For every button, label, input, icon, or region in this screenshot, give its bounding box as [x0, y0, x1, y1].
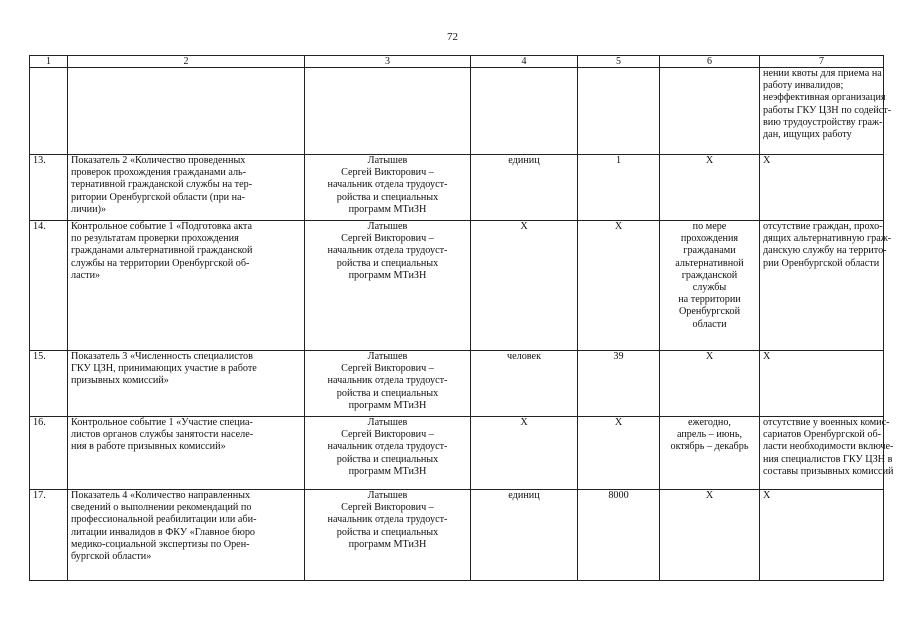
indicator-name-cell-line: бургской области» [71, 551, 152, 563]
responsible-cell-line: начальник отдела трудоуст- [327, 441, 448, 453]
risk-cell-line: вию трудоустройству граж- [763, 116, 883, 128]
responsible-cell-line: ройства и специальных [336, 387, 439, 399]
value-cell: 39 [578, 351, 660, 417]
indicator-name-cell-line: ГКУ ЦЗН, принимающих участие в работе [71, 363, 257, 375]
risk-cell-line: работы ГКУ ЦЗН по содейст- [763, 104, 892, 116]
responsible-cell [305, 490, 471, 581]
unit-cell: Х [471, 417, 578, 490]
risk-cell [760, 221, 892, 351]
indicator-name-cell [68, 68, 305, 155]
risk-cell [760, 417, 894, 490]
term-cell-line: апрель – июнь, [676, 429, 743, 441]
table-row [30, 351, 884, 417]
responsible-cell [305, 351, 471, 417]
term-cell-line: по мере [692, 221, 727, 232]
responsible-cell [305, 68, 471, 155]
responsible-cell-line: ройства и специальных [336, 453, 439, 465]
risk-cell-line: Х [763, 490, 771, 501]
term-cell-line: прохождения [680, 233, 739, 245]
unit-cell: единиц [471, 490, 578, 581]
term-cell-line: ежегодно, [688, 417, 731, 428]
term-cell-line: гражданской [681, 269, 738, 281]
risk-cell-line: составы призывных комиссий [763, 465, 894, 477]
term-cell-line: Х [705, 155, 714, 166]
term-cell-line: Х [705, 490, 714, 501]
indicator-name-cell-line: личии)» [71, 203, 107, 215]
indicator-name-cell-line: ласти» [71, 269, 101, 281]
term-cell-line: службы [692, 282, 727, 294]
header-cell: 3 [305, 56, 471, 68]
risk-cell [760, 155, 884, 221]
header-cell: 5 [578, 56, 660, 68]
responsible-cell [305, 417, 471, 490]
risk-cell-line: Х [763, 155, 771, 166]
indicator-name-cell-line: профессиональной реабилитации или аби- [71, 514, 257, 526]
indicator-name-cell-line: Показатель 4 «Количество направленных [71, 490, 251, 501]
risk-cell-line: ния специалистов ГКУ ЦЗН в [763, 453, 893, 465]
indicator-name-cell-line: Контрольное событие 1 «Подготовка акта [71, 221, 253, 232]
responsible-cell-line: программ МТиЗН [348, 269, 427, 281]
row-number-cell: 15. [30, 351, 68, 417]
indicator-name-cell [68, 351, 305, 417]
term-cell-line: альтернативной [675, 257, 744, 269]
risk-cell-line: неэффективная организация [763, 92, 886, 104]
table-row [30, 155, 884, 221]
responsible-cell-line: программ МТиЗН [348, 203, 427, 215]
header-cell: 6 [660, 56, 760, 68]
risk-cell-line: отсутствие граждан, прохо- [763, 221, 883, 232]
term-cell [660, 221, 760, 351]
row-number-cell: 17. [30, 490, 68, 581]
value-cell [578, 68, 660, 155]
plan-table [29, 55, 894, 581]
responsible-cell-line: Сергей Викторович – [341, 502, 434, 514]
header-cell: 4 [471, 56, 578, 68]
term-cell-line: Оренбургской [678, 306, 741, 318]
risk-cell [760, 351, 884, 417]
risk-cell-line: дан, ищущих работу [763, 129, 852, 141]
risk-cell-line: ласти необходимости включе- [763, 441, 894, 453]
row-number-cell: 16. [30, 417, 68, 490]
indicator-name-cell-line: Показатель 3 «Численность специалистов [71, 351, 253, 362]
risk-cell [760, 68, 892, 155]
responsible-cell-line: Латышев [367, 155, 408, 166]
responsible-cell-line: Сергей Викторович – [341, 233, 434, 245]
term-cell [660, 490, 760, 581]
table-row [30, 221, 884, 351]
responsible-cell [305, 155, 471, 221]
responsible-cell-line: программ МТиЗН [348, 538, 427, 550]
term-cell-line: октябрь – декабрь [670, 441, 749, 453]
risk-cell [760, 490, 884, 581]
value-cell: Х [578, 221, 660, 351]
indicator-name-cell-line: листов органов службы занятости населе- [71, 429, 254, 441]
responsible-cell [305, 221, 471, 351]
header-cell: 1 [30, 56, 68, 68]
table-row [30, 417, 884, 490]
responsible-cell-line: Латышев [367, 490, 408, 501]
responsible-cell-line: Латышев [367, 417, 408, 428]
table-row [30, 68, 884, 155]
indicator-name-cell-line: ния в работе призывных комиссий» [71, 441, 226, 453]
indicator-name-cell-line: медико-социальной экспертизы по Орен- [71, 538, 250, 550]
responsible-cell-line: Сергей Викторович – [341, 363, 434, 375]
responsible-cell-line: начальник отдела трудоуст- [327, 245, 448, 257]
row-number-cell [30, 68, 68, 155]
term-cell-line: области [692, 318, 727, 330]
indicator-name-cell-line: службы на территории Оренбургской об- [71, 257, 250, 269]
responsible-cell-line: начальник отдела трудоуст- [327, 375, 448, 387]
responsible-cell-line: Латышев [367, 221, 408, 232]
responsible-cell-line: ройства и специальных [336, 191, 439, 203]
indicator-name-cell-line: призывных комиссий» [71, 375, 169, 387]
value-cell: 8000 [578, 490, 660, 581]
responsible-cell-line: начальник отдела трудоуст- [327, 179, 448, 191]
indicator-name-cell-line: литации инвалидов в ФКУ «Главное бюро [71, 526, 256, 538]
header-row [30, 56, 884, 68]
row-number-cell: 13. [30, 155, 68, 221]
term-cell [660, 417, 760, 490]
risk-cell-line: Х [763, 351, 771, 362]
table-row [30, 490, 884, 581]
unit-cell: человек [471, 351, 578, 417]
risk-cell-line: рии Оренбургской области [763, 257, 880, 269]
responsible-cell-line: ройства и специальных [336, 526, 439, 538]
risk-cell-line: сариатов Оренбургской об- [763, 429, 882, 441]
risk-cell-line: нении квоты для приема на [763, 68, 882, 79]
row-number-cell: 14. [30, 221, 68, 351]
risk-cell-line: работу инвалидов; [763, 80, 844, 92]
indicator-name-cell [68, 417, 305, 490]
indicator-name-cell-line: сведений о выполнении рекомендаций по [71, 502, 252, 514]
indicator-name-cell-line: тернативной гражданской службы на тер- [71, 179, 253, 191]
responsible-cell-line: Сергей Викторович – [341, 167, 434, 179]
indicator-name-cell-line: ритории Оренбургской области (при на- [71, 191, 246, 203]
term-cell-line: гражданами [683, 245, 736, 257]
responsible-cell-line: Латышев [367, 351, 408, 362]
risk-cell-line: дящих альтернативную граж- [763, 233, 892, 245]
unit-cell [471, 68, 578, 155]
term-cell [660, 351, 760, 417]
indicator-name-cell-line: проверок прохождения гражданами аль- [71, 167, 247, 179]
indicator-name-cell-line: по результатам проверки прохождения [71, 233, 239, 245]
value-cell: 1 [578, 155, 660, 221]
term-cell [660, 155, 760, 221]
responsible-cell-line: ройства и специальных [336, 257, 439, 269]
responsible-cell-line: Сергей Викторович – [341, 429, 434, 441]
unit-cell: Х [471, 221, 578, 351]
indicator-name-cell-line: Контрольное событие 1 «Участие специа- [71, 417, 253, 428]
indicator-name-cell [68, 155, 305, 221]
header-cell: 7 [760, 56, 884, 68]
header-cell: 2 [68, 56, 305, 68]
indicator-name-cell-line: гражданами альтернативной гражданской [71, 245, 253, 257]
responsible-cell-line: начальник отдела трудоуст- [327, 514, 448, 526]
unit-cell: единиц [471, 155, 578, 221]
term-cell-line: на территории [678, 294, 741, 306]
value-cell: Х [578, 417, 660, 490]
responsible-cell-line: программ МТиЗН [348, 465, 427, 477]
risk-cell-line: отсутствие у военных комис- [763, 417, 890, 428]
risk-cell-line: данскую службу на террито- [763, 245, 887, 257]
indicator-name-cell [68, 490, 305, 581]
indicator-name-cell [68, 221, 305, 351]
indicator-name-cell-line: Показатель 2 «Количество проведенных [71, 155, 246, 166]
term-cell-line: Х [705, 351, 714, 362]
page-number: 72 [447, 31, 458, 43]
responsible-cell-line: программ МТиЗН [348, 399, 427, 411]
term-cell [660, 68, 760, 155]
